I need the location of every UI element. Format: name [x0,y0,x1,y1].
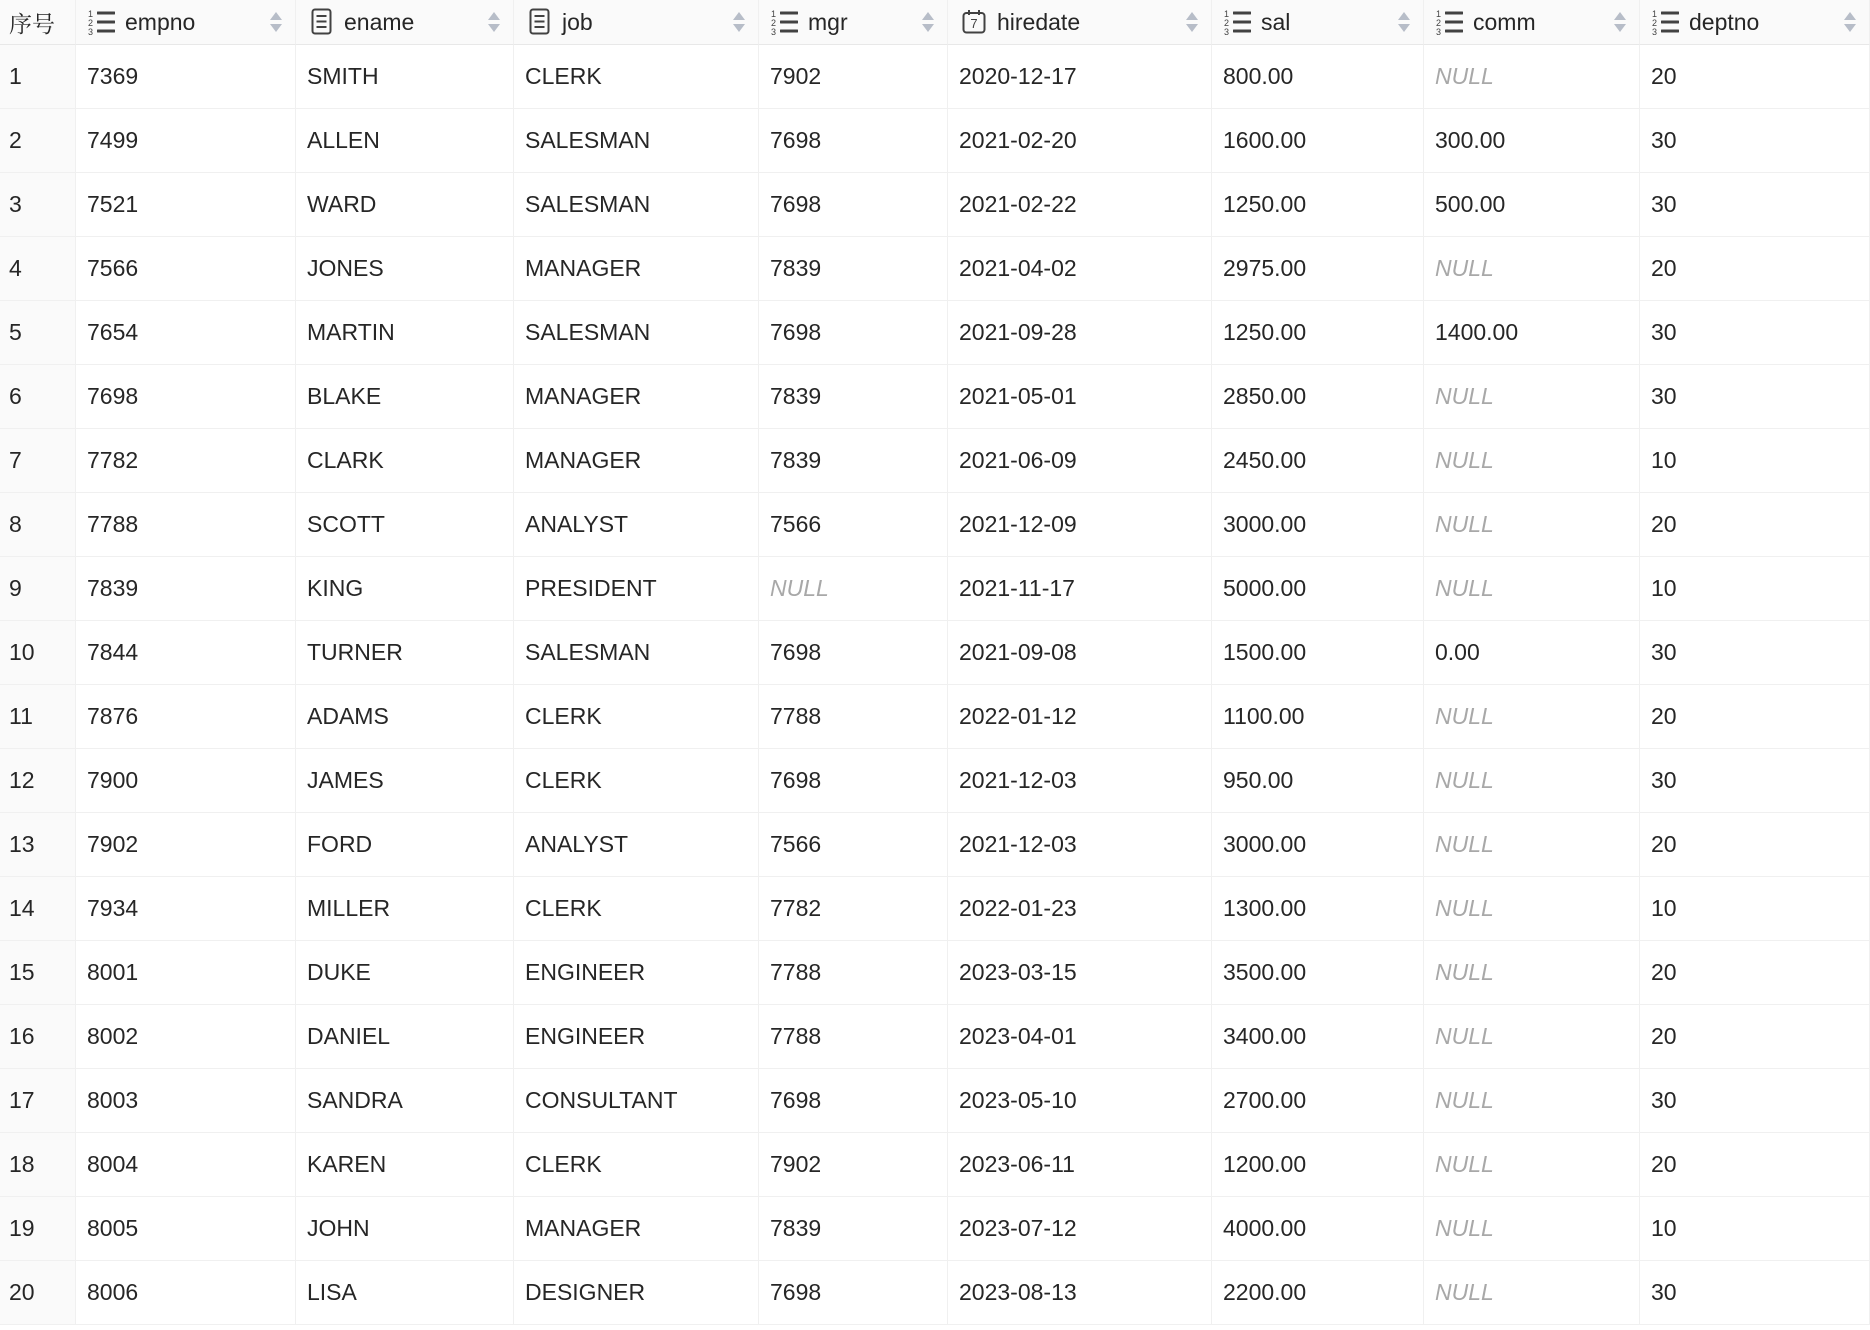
table-row [0,493,1870,557]
cell-row-number[interactable]: 5 [0,301,76,365]
cell-comm[interactable]: NULL [1424,557,1640,621]
caret-up-icon [1614,12,1626,20]
cell-ename[interactable]: MARTIN [296,301,514,365]
cell-deptno[interactable]: 30 [1640,1069,1870,1133]
cell-comm[interactable]: 500.00 [1424,173,1640,237]
cell-ename[interactable]: DUKE [296,941,514,1005]
cell-ename[interactable]: SCOTT [296,493,514,557]
cell-row-number[interactable]: 16 [0,1005,76,1069]
caret-down-icon [270,24,282,32]
cell-job[interactable]: CLERK [514,685,759,749]
cell-row-number[interactable]: 6 [0,365,76,429]
table-row [0,621,1870,685]
cell-comm[interactable]: NULL [1424,1069,1640,1133]
calendar-icon [960,8,988,36]
cell-mgr[interactable]: 7698 [759,1261,948,1325]
cell-empno[interactable]: 8003 [76,1069,296,1133]
cell-comm[interactable]: NULL [1424,877,1640,941]
cell-deptno[interactable]: 20 [1640,685,1870,749]
cell-comm[interactable]: NULL [1424,1005,1640,1069]
cell-sal[interactable]: 3000.00 [1212,493,1424,557]
cell-ename[interactable]: SMITH [296,45,514,109]
cell-comm[interactable]: NULL [1424,749,1640,813]
row-number-header-label: 序号 [9,10,55,37]
column-label: empno [125,8,196,35]
cell-row-number[interactable]: 9 [0,557,76,621]
cell-ename[interactable]: JOHN [296,1197,514,1261]
cell-deptno[interactable]: 30 [1640,621,1870,685]
sort-button[interactable] [270,12,282,32]
table-row [0,1261,1870,1325]
cell-row-number[interactable]: 7 [0,429,76,493]
cell-deptno[interactable]: 20 [1640,493,1870,557]
table-row [0,877,1870,941]
table-row [0,685,1870,749]
cell-hiredate[interactable]: 2021-09-08 [948,621,1212,685]
caret-down-icon [1186,24,1198,32]
ordered-list-icon [1436,8,1464,36]
cell-ename[interactable]: ALLEN [296,109,514,173]
cell-row-number[interactable]: 8 [0,493,76,557]
cell-deptno[interactable]: 20 [1640,45,1870,109]
header-comm[interactable] [1424,0,1640,45]
cell-job[interactable]: SALESMAN [514,301,759,365]
cell-sal[interactable]: 1100.00 [1212,685,1424,749]
cell-hiredate[interactable]: 2021-06-09 [948,429,1212,493]
ordered-list-icon [1224,8,1252,36]
caret-up-icon [922,12,934,20]
table-row [0,1005,1870,1069]
cell-job[interactable]: SALESMAN [514,621,759,685]
cell-job[interactable]: ENGINEER [514,1005,759,1069]
cell-empno[interactable]: 8005 [76,1197,296,1261]
table-row [0,557,1870,621]
table-body [0,45,1870,1325]
cell-ename[interactable]: CLARK [296,429,514,493]
cell-empno[interactable]: 7369 [76,45,296,109]
cell-job[interactable]: ENGINEER [514,941,759,1005]
cell-hiredate[interactable]: 2021-12-09 [948,493,1212,557]
cell-hiredate[interactable]: 2020-12-17 [948,45,1212,109]
cell-ename[interactable]: TURNER [296,621,514,685]
cell-deptno[interactable]: 10 [1640,1197,1870,1261]
column-label: mgr [808,8,848,35]
cell-mgr[interactable]: 7788 [759,685,948,749]
caret-up-icon [1186,12,1198,20]
cell-hiredate[interactable]: 2022-01-12 [948,685,1212,749]
cell-empno[interactable]: 7876 [76,685,296,749]
cell-deptno[interactable]: 30 [1640,365,1870,429]
cell-mgr[interactable]: 7566 [759,813,948,877]
cell-comm[interactable]: NULL [1424,45,1640,109]
cell-sal[interactable]: 2850.00 [1212,365,1424,429]
cell-comm[interactable]: NULL [1424,1197,1640,1261]
cell-row-number[interactable]: 19 [0,1197,76,1261]
cell-row-number[interactable]: 11 [0,685,76,749]
header-hiredate[interactable] [948,0,1212,45]
table-row [0,45,1870,109]
cell-deptno[interactable]: 10 [1640,557,1870,621]
cell-job[interactable]: CLERK [514,45,759,109]
cell-empno[interactable]: 7839 [76,557,296,621]
table-row [0,429,1870,493]
caret-up-icon [1844,12,1856,20]
cell-sal[interactable]: 1500.00 [1212,621,1424,685]
cell-sal[interactable]: 5000.00 [1212,557,1424,621]
cell-comm[interactable]: NULL [1424,493,1640,557]
cell-ename[interactable]: KAREN [296,1133,514,1197]
cell-mgr[interactable]: 7839 [759,429,948,493]
sort-button[interactable] [1614,12,1626,32]
cell-ename[interactable]: LISA [296,1261,514,1325]
cell-mgr[interactable]: 7782 [759,877,948,941]
text-file-icon [308,8,335,36]
header-row [0,0,1870,45]
cell-row-number[interactable]: 2 [0,109,76,173]
cell-hiredate[interactable]: 2023-08-13 [948,1261,1212,1325]
cell-comm[interactable]: NULL [1424,429,1640,493]
cell-job[interactable]: CLERK [514,1133,759,1197]
sort-button[interactable] [488,12,500,32]
caret-down-icon [488,24,500,32]
ordered-list-icon [1652,8,1680,36]
cell-hiredate[interactable]: 2023-05-10 [948,1069,1212,1133]
cell-mgr[interactable]: 7839 [759,1197,948,1261]
cell-mgr[interactable]: 7788 [759,941,948,1005]
sort-button[interactable] [922,12,934,32]
cell-row-number[interactable]: 13 [0,813,76,877]
cell-sal[interactable]: 1250.00 [1212,301,1424,365]
cell-job[interactable]: MANAGER [514,237,759,301]
cell-empno[interactable]: 7788 [76,493,296,557]
cell-hiredate[interactable]: 2021-12-03 [948,749,1212,813]
cell-mgr[interactable]: 7839 [759,365,948,429]
cell-ename[interactable]: BLAKE [296,365,514,429]
cell-sal[interactable]: 1600.00 [1212,109,1424,173]
sort-button[interactable] [1398,12,1410,32]
cell-row-number[interactable]: 12 [0,749,76,813]
cell-mgr[interactable]: 7698 [759,173,948,237]
header-mgr[interactable] [759,0,948,45]
cell-comm[interactable]: NULL [1424,1133,1640,1197]
column-label: job [562,8,593,35]
cell-deptno[interactable]: 30 [1640,109,1870,173]
table-row [0,1197,1870,1261]
cell-job[interactable]: SALESMAN [514,173,759,237]
cell-row-number[interactable]: 18 [0,1133,76,1197]
cell-sal[interactable]: 1200.00 [1212,1133,1424,1197]
cell-hiredate[interactable]: 2023-06-11 [948,1133,1212,1197]
cell-hiredate[interactable]: 2022-01-23 [948,877,1212,941]
cell-job[interactable]: CLERK [514,877,759,941]
cell-sal[interactable]: 1300.00 [1212,877,1424,941]
cell-ename[interactable]: DANIEL [296,1005,514,1069]
cell-deptno[interactable]: 20 [1640,941,1870,1005]
cell-row-number[interactable]: 15 [0,941,76,1005]
cell-job[interactable]: MANAGER [514,365,759,429]
cell-empno[interactable]: 7499 [76,109,296,173]
ordered-list-icon [88,8,116,36]
ordered-list-icon [771,8,799,36]
cell-mgr[interactable]: 7788 [759,1005,948,1069]
cell-row-number[interactable]: 10 [0,621,76,685]
cell-hiredate[interactable]: 2023-04-01 [948,1005,1212,1069]
cell-comm[interactable]: 0.00 [1424,621,1640,685]
cell-mgr[interactable]: 7902 [759,45,948,109]
cell-empno[interactable]: 7900 [76,749,296,813]
cell-deptno[interactable]: 10 [1640,429,1870,493]
cell-row-number[interactable]: 20 [0,1261,76,1325]
cell-ename[interactable]: ADAMS [296,685,514,749]
header-job[interactable] [514,0,759,45]
cell-ename[interactable]: WARD [296,173,514,237]
cell-row-number[interactable]: 3 [0,173,76,237]
cell-sal[interactable]: 950.00 [1212,749,1424,813]
cell-hiredate[interactable]: 2021-04-02 [948,237,1212,301]
cell-mgr[interactable]: 7698 [759,109,948,173]
cell-hiredate[interactable]: 2023-07-12 [948,1197,1212,1261]
table-row [0,173,1870,237]
cell-comm[interactable]: NULL [1424,941,1640,1005]
table-row [0,813,1870,877]
cell-hiredate[interactable]: 2021-12-03 [948,813,1212,877]
cell-empno[interactable]: 7844 [76,621,296,685]
sort-button[interactable] [1844,12,1856,32]
cell-empno[interactable]: 8002 [76,1005,296,1069]
table-row [0,941,1870,1005]
caret-down-icon [1398,24,1410,32]
cell-ename[interactable]: SANDRA [296,1069,514,1133]
cell-row-number[interactable]: 14 [0,877,76,941]
cell-hiredate[interactable]: 2021-05-01 [948,365,1212,429]
cell-job[interactable]: ANALYST [514,493,759,557]
cell-job[interactable]: CLERK [514,749,759,813]
cell-sal[interactable]: 2700.00 [1212,1069,1424,1133]
cell-job[interactable]: ANALYST [514,813,759,877]
cell-ename[interactable]: JAMES [296,749,514,813]
cell-sal[interactable]: 2975.00 [1212,237,1424,301]
caret-up-icon [733,12,745,20]
cell-sal[interactable]: 3400.00 [1212,1005,1424,1069]
cell-comm[interactable]: NULL [1424,237,1640,301]
table-row [0,109,1870,173]
sort-button[interactable] [1186,12,1198,32]
caret-down-icon [1844,24,1856,32]
cell-deptno[interactable]: 20 [1640,813,1870,877]
cell-ename[interactable]: MILLER [296,877,514,941]
caret-down-icon [922,24,934,32]
header-empno[interactable] [76,0,296,45]
table-row [0,1133,1870,1197]
caret-up-icon [270,12,282,20]
table-row [0,365,1870,429]
column-label: hiredate [997,8,1081,35]
column-label: ename [344,8,415,35]
cell-sal[interactable]: 4000.00 [1212,1197,1424,1261]
cell-hiredate[interactable]: 2021-11-17 [948,557,1212,621]
cell-mgr[interactable]: 7566 [759,493,948,557]
header-ename[interactable] [296,0,514,45]
cell-mgr[interactable]: NULL [759,557,948,621]
cell-empno[interactable]: 8004 [76,1133,296,1197]
cell-ename[interactable]: KING [296,557,514,621]
cell-deptno[interactable]: 20 [1640,1133,1870,1197]
cell-sal[interactable]: 1250.00 [1212,173,1424,237]
cell-sal[interactable]: 2450.00 [1212,429,1424,493]
cell-ename[interactable]: JONES [296,237,514,301]
cell-hiredate[interactable]: 2023-03-15 [948,941,1212,1005]
cell-sal[interactable]: 2200.00 [1212,1261,1424,1325]
cell-mgr[interactable]: 7698 [759,749,948,813]
header-row-number [0,0,76,45]
cell-job[interactable]: MANAGER [514,429,759,493]
cell-comm[interactable]: 1400.00 [1424,301,1640,365]
cell-empno[interactable]: 7782 [76,429,296,493]
cell-ename[interactable]: FORD [296,813,514,877]
cell-empno[interactable]: 7654 [76,301,296,365]
cell-empno[interactable]: 7902 [76,813,296,877]
cell-mgr[interactable]: 7698 [759,301,948,365]
cell-comm[interactable]: NULL [1424,1261,1640,1325]
table-row [0,749,1870,813]
cell-mgr[interactable]: 7839 [759,237,948,301]
cell-job[interactable]: MANAGER [514,1197,759,1261]
cell-row-number[interactable]: 17 [0,1069,76,1133]
cell-sal[interactable]: 3000.00 [1212,813,1424,877]
cell-sal[interactable]: 800.00 [1212,45,1424,109]
cell-comm[interactable]: NULL [1424,685,1640,749]
column-label: deptno [1689,8,1760,35]
cell-hiredate[interactable]: 2021-02-20 [948,109,1212,173]
cell-deptno[interactable]: 30 [1640,173,1870,237]
cell-row-number[interactable]: 4 [0,237,76,301]
cell-job[interactable]: PRESIDENT [514,557,759,621]
cell-deptno[interactable]: 20 [1640,237,1870,301]
cell-empno[interactable]: 7698 [76,365,296,429]
cell-empno[interactable]: 8001 [76,941,296,1005]
column-label: comm [1473,8,1536,35]
cell-comm[interactable]: 300.00 [1424,109,1640,173]
header-deptno[interactable] [1640,0,1870,45]
cell-job[interactable]: CONSULTANT [514,1069,759,1133]
cell-deptno[interactable]: 30 [1640,749,1870,813]
caret-up-icon [1398,12,1410,20]
cell-deptno[interactable]: 30 [1640,301,1870,365]
cell-comm[interactable]: NULL [1424,813,1640,877]
table-row [0,237,1870,301]
cell-empno[interactable]: 7934 [76,877,296,941]
cell-comm[interactable]: NULL [1424,365,1640,429]
cell-deptno[interactable]: 30 [1640,1261,1870,1325]
caret-down-icon [1614,24,1626,32]
table-row [0,1069,1870,1133]
cell-row-number[interactable]: 1 [0,45,76,109]
cell-empno[interactable]: 8006 [76,1261,296,1325]
caret-down-icon [733,24,745,32]
sort-button[interactable] [733,12,745,32]
cell-job[interactable]: DESIGNER [514,1261,759,1325]
cell-empno[interactable]: 7521 [76,173,296,237]
cell-mgr[interactable]: 7698 [759,1069,948,1133]
cell-mgr[interactable]: 7698 [759,621,948,685]
cell-mgr[interactable]: 7902 [759,1133,948,1197]
cell-empno[interactable]: 7566 [76,237,296,301]
header-sal[interactable] [1212,0,1424,45]
table-row [0,301,1870,365]
caret-up-icon [488,12,500,20]
text-file-icon [526,8,553,36]
cell-hiredate[interactable]: 2021-09-28 [948,301,1212,365]
cell-deptno[interactable]: 10 [1640,877,1870,941]
cell-deptno[interactable]: 20 [1640,1005,1870,1069]
cell-job[interactable]: SALESMAN [514,109,759,173]
cell-sal[interactable]: 3500.00 [1212,941,1424,1005]
column-label: sal [1261,8,1291,35]
table-header [0,0,1870,45]
cell-hiredate[interactable]: 2021-02-22 [948,173,1212,237]
